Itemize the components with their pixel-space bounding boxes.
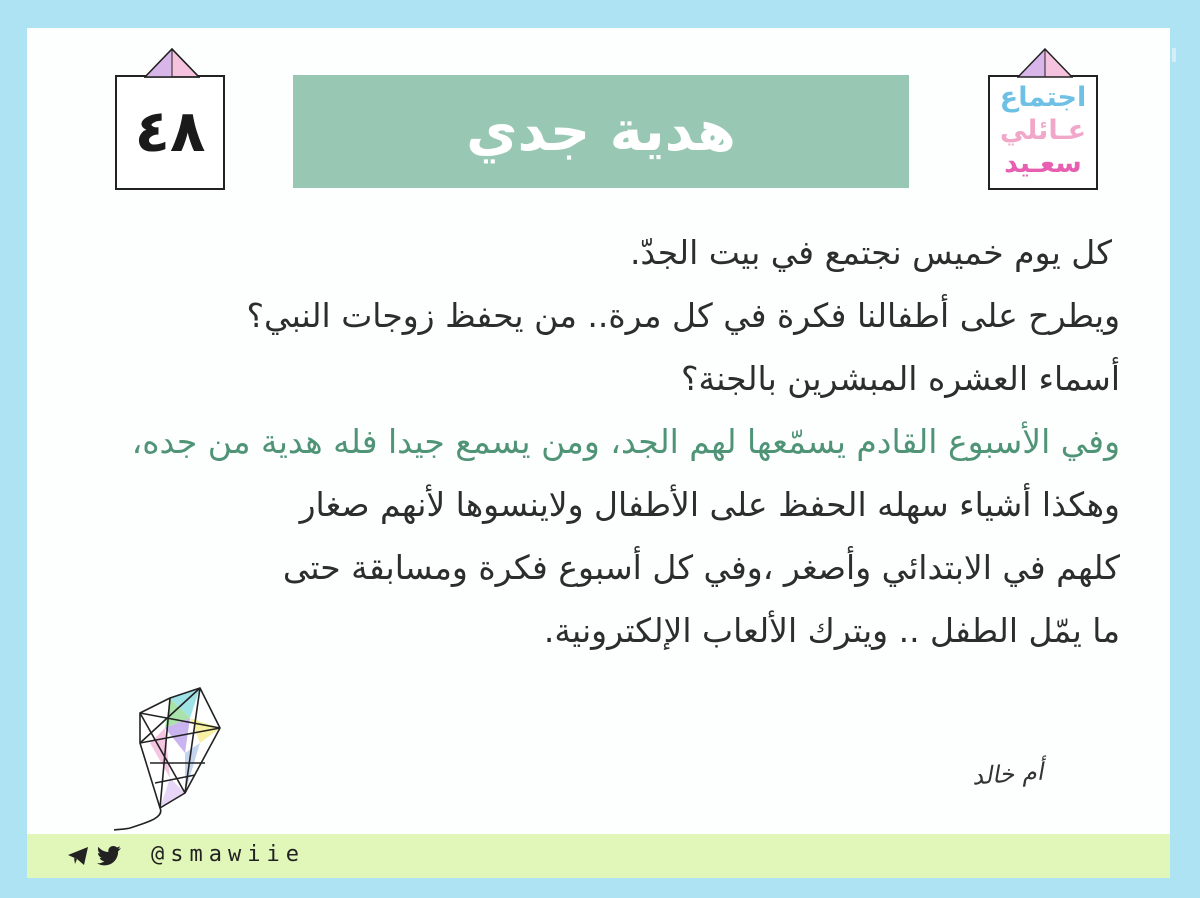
episode-number-frame: [115, 75, 225, 190]
story-line: كل يوم خميس نجتمع في بيت الجدّ.: [629, 233, 1112, 272]
telegram-icon[interactable]: [67, 846, 89, 866]
story-line: أسماء العشره المبشرين بالجنة؟: [681, 359, 1120, 398]
social-icons: [67, 846, 121, 866]
kite-roof-icon: [1017, 48, 1073, 78]
kite-roof-icon: [144, 48, 200, 78]
edge-mark: [1172, 48, 1176, 62]
logo-line-1: اجتماع: [999, 82, 1087, 113]
author-signature: أم خالد: [971, 757, 1045, 791]
social-handle[interactable]: @smawiie: [151, 842, 305, 867]
title-bar: [293, 75, 909, 188]
logo-line-3: سعـيد: [1004, 148, 1082, 179]
footer-bar: [27, 834, 1170, 878]
story-line: ما يمّل الطفل .. ويترك الألعاب الإلكترونية.: [543, 611, 1120, 650]
story-line: وهكذا أشياء سهله الحفظ على الأطفال ولاينسوها لأنهم صغار: [299, 485, 1120, 524]
story-line: كلهم في الابتدائي وأصغر ،وفي كل أسبوع فكرة ومسابقة حتى: [282, 548, 1120, 587]
logo-frame: [988, 75, 1098, 190]
story-highlight: وفي الأسبوع القادم يسمّعها لهم الجد، ومن يسمع جيدا فله هدية من جده،: [131, 422, 1120, 461]
story-line: ويطرح على أطفالنا فكرة في كل مرة.. من يحفظ زوجات النبي؟: [246, 296, 1120, 335]
kite-icon: [110, 683, 240, 833]
story-text: [120, 221, 1120, 662]
logo-line-2: عـائلي: [999, 115, 1087, 146]
episode-number: ٤٨: [134, 97, 206, 165]
twitter-icon[interactable]: [97, 846, 121, 866]
page-title: هدية جدي: [466, 99, 736, 164]
